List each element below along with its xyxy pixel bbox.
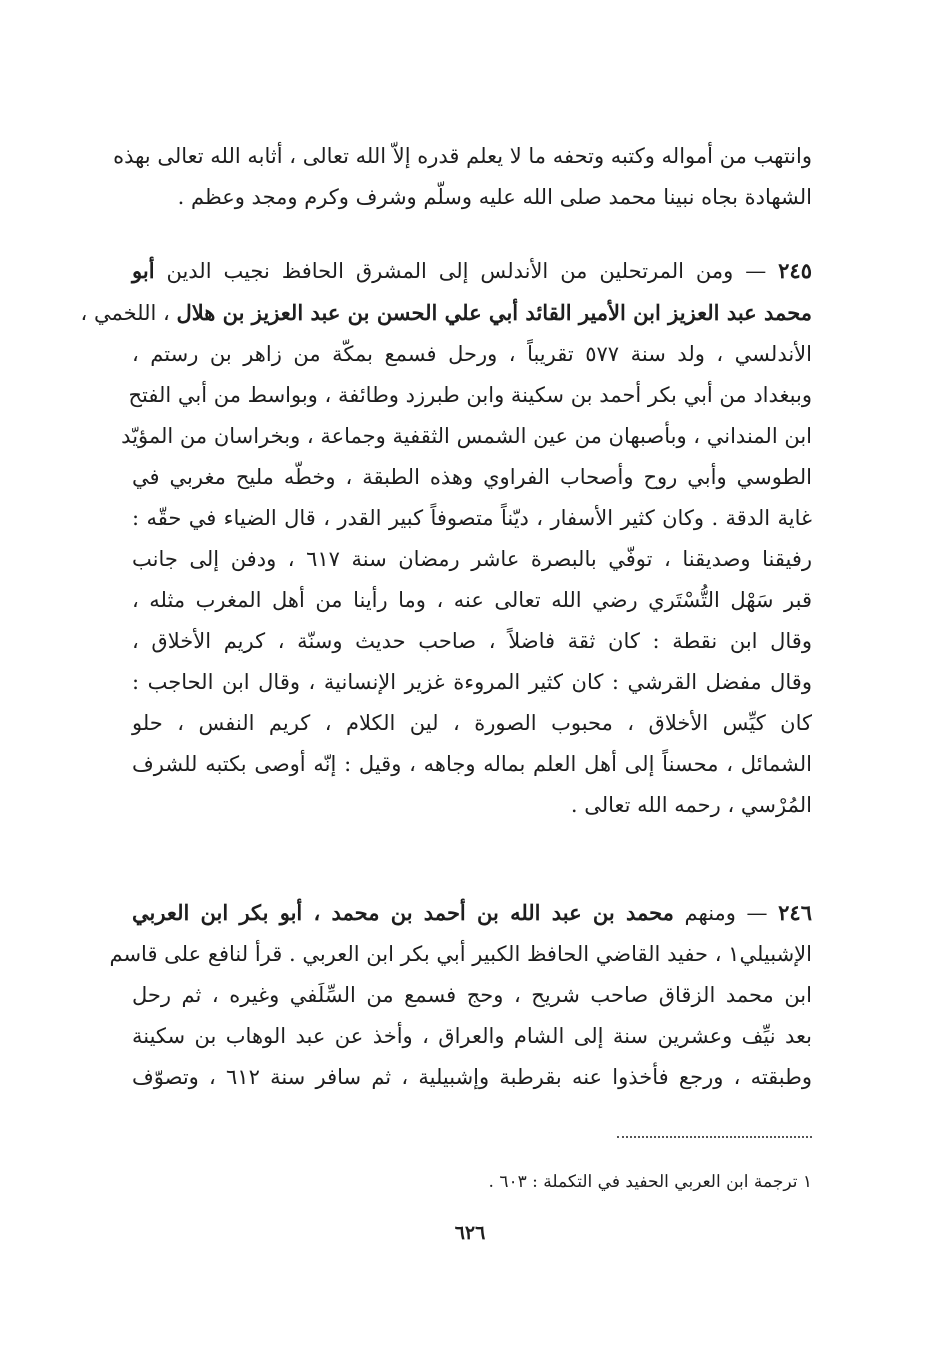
entry-number: ٢٤٥ — [778, 258, 812, 283]
text-line: وانتهب من أمواله وكتبه وتحفه ما لا يعلم قدره إلاّ الله تعالى ، أثابه الله تعالى بهذه — [113, 144, 812, 168]
entry-after-name: ، اللخمي ، — [80, 301, 177, 325]
text-line: غاية الدقة . وكان كثير الأسفار ، ديّناً متصوفاً كبير القدر ، قال الضياء في حقّه : — [132, 506, 812, 530]
text-line: قبر سَهْل التُّسْتَري رضي الله تعالى عنه ، وما رأينا من أهل المغرب مثله ، — [132, 588, 812, 612]
footnote-divider — [617, 1136, 812, 1138]
text-line: الشمائل ، محسناً إلى أهل العلم بماله وجاهه ، وقيل : إنّه أوصى بكتبه للشرف — [132, 752, 812, 776]
page-number: ٦٢٦ — [454, 1222, 486, 1244]
entry-name-part1: أبو — [132, 258, 155, 283]
footnote: ١ ترجمة ابن العربي الحفيد في التكملة : ٦٠٣ . — [488, 1172, 812, 1192]
text-line: الطوسي وأبي روح وأصحاب الفراوي وهذه الطبقة ، وخطّه مليح مغربي في — [132, 465, 812, 489]
text-line: وطبقته ، ورجع فأخذوا عنه بقرطبة وإشبيلية ، ثم سافر سنة ٦١٢ ، وتصوّف — [132, 1065, 812, 1089]
entry-heading-line — [132, 250, 812, 292]
entry-heading-line — [132, 892, 812, 934]
text-line: كان كيِّس الأخلاق ، محبوب الصورة ، لين الكلام ، كريم النفس ، حلو — [132, 711, 812, 735]
text-line: وقال ابن نقطة : كان ثقة فاضلاً ، صاحب حديث وسنّة ، كريم الأخلاق ، — [132, 629, 812, 653]
entry-245 — [80, 250, 812, 826]
text-line: رفيقنا وصديقنا ، توفّي بالبصرة عاشر رمضان سنة ٦١٧ ، ودفن إلى جانب — [132, 547, 812, 571]
text-line: بعد نيِّف وعشرين سنة إلى الشام والعراق ، وأخذ عن عبد الوهاب بن سكينة — [132, 1024, 812, 1048]
text-line: الشهادة بجاه نبينا محمد صلى الله عليه وسلّم وشرف وكرم ومجد وعظم . — [177, 185, 812, 209]
text-line: وقال مفضل القرشي : كان كثير المروءة غزير الإنسانية ، وقال ابن الحاجب : — [132, 670, 812, 694]
entry-lead-text: — ومنهم — [673, 901, 779, 925]
entry-number: ٢٤٦ — [778, 900, 812, 925]
text-line: الإشبيلي١ ، حفيد القاضي الحافظ الكبير أبي بكر ابن العربي . قرأ لنافع على قاسم — [109, 942, 812, 966]
entry-name-line — [80, 292, 812, 334]
text-line: ابن المنداني ، وبأصبهان من عين الشمس الثقفية وجماعة ، وبخراسان من المؤيّد — [121, 424, 812, 448]
entry-246 — [109, 892, 812, 1098]
paragraph-continuation — [113, 136, 812, 218]
text-line: وببغداد من أبي بكر أحمد بن سكينة وابن طبرزد وطائفة ، وبواسط من أبي الفتح — [128, 383, 812, 407]
entry-lead-text: — ومن المرتحلين من الأندلس إلى المشرق الحافظ نجيب الدين — [154, 259, 779, 283]
text-line: الأندلسي ، ولد سنة ٥٧٧ تقريباً ، ورحل فسمع بمكّة من زاهر بن رستم ، — [132, 342, 812, 366]
text-line: ابن محمد الزقاق صاحب شريح ، وحج فسمع من السِّلَفي وغيره ، ثم رحل — [132, 983, 812, 1007]
entry-name-part1: محمد بن عبد الله بن أحمد بن محمد ، أبو بكر ابن العربي — [132, 900, 674, 925]
text-line: المُرْسي ، رحمه الله تعالى . — [570, 793, 812, 817]
entry-name-part2: محمد عبد العزيز ابن الأمير القائد أبي علي الحسن بن عبد العزيز بن هلال — [176, 300, 812, 325]
